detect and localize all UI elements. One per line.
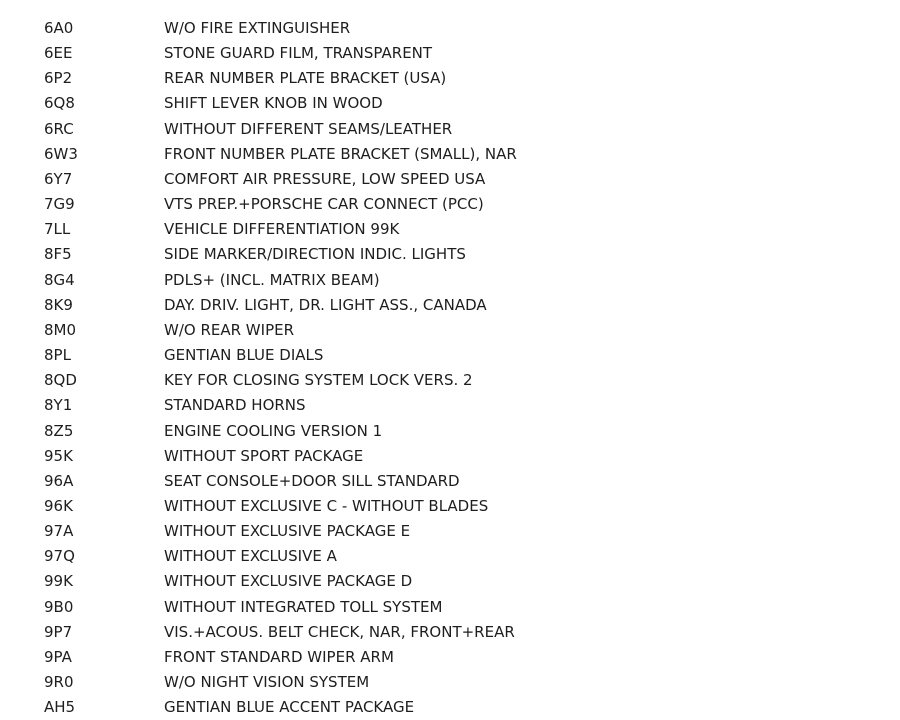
list-item [0, 670, 900, 695]
option-code: 97Q [44, 547, 75, 566]
option-description: SHIFT LEVER KNOB IN WOOD [164, 94, 383, 113]
option-code: 9P7 [44, 622, 73, 641]
option-description: STONE GUARD FILM, TRANSPARENT [164, 44, 433, 63]
option-description: PDLS+ (INCL. MATRIX BEAM) [164, 270, 380, 289]
list-item [0, 645, 900, 670]
list-item [0, 318, 900, 343]
list-item [0, 142, 900, 167]
option-code: 8QD [44, 371, 77, 390]
option-description: WITHOUT EXCLUSIVE PACKAGE E [164, 522, 411, 541]
list-item [0, 117, 900, 142]
option-description: GENTIAN BLUE DIALS [164, 346, 324, 365]
list-item [0, 469, 900, 494]
list-item [0, 41, 900, 66]
option-description: SIDE MARKER/DIRECTION INDIC. LIGHTS [164, 245, 466, 264]
list-item [0, 192, 900, 217]
option-code: 6Y7 [44, 169, 73, 188]
option-code: 96A [44, 471, 74, 490]
list-item [0, 217, 900, 242]
option-code: 8M0 [44, 320, 77, 339]
option-description: REAR NUMBER PLATE BRACKET (USA) [164, 69, 447, 88]
list-item [0, 368, 900, 393]
option-description: WITHOUT DIFFERENT SEAMS/LEATHER [164, 119, 453, 138]
list-item [0, 268, 900, 293]
option-code: 8K9 [44, 295, 73, 314]
option-description: VTS PREP.+PORSCHE CAR CONNECT (PCC) [164, 195, 484, 214]
list-item [0, 544, 900, 569]
list-item [0, 419, 900, 444]
option-code: 6W3 [44, 144, 78, 163]
list-item [0, 293, 900, 318]
option-description: W/O NIGHT VISION SYSTEM [164, 673, 370, 692]
list-item [0, 16, 900, 41]
option-code: 8Z5 [44, 421, 74, 440]
list-item [0, 167, 900, 192]
option-description: COMFORT AIR PRESSURE, LOW SPEED USA [164, 169, 486, 188]
option-description: WITHOUT INTEGRATED TOLL SYSTEM [164, 597, 443, 616]
option-code-list [0, 16, 900, 720]
option-description: WITHOUT EXCLUSIVE A [164, 547, 337, 566]
list-item [0, 595, 900, 620]
list-item [0, 66, 900, 91]
option-description: ENGINE COOLING VERSION 1 [164, 421, 383, 440]
option-description: WITHOUT EXCLUSIVE C - WITHOUT BLADES [164, 496, 489, 515]
option-code: 8F5 [44, 245, 72, 264]
option-code: 9B0 [44, 597, 74, 616]
option-code: 6P2 [44, 69, 73, 88]
list-item [0, 620, 900, 645]
option-code: 7G9 [44, 195, 75, 214]
list-item [0, 494, 900, 519]
option-code: 97A [44, 522, 74, 541]
option-description: WITHOUT SPORT PACKAGE [164, 446, 364, 465]
option-code: 6Q8 [44, 94, 75, 113]
option-code: 6A0 [44, 19, 74, 37]
option-description: SEAT CONSOLE+DOOR SILL STANDARD [164, 471, 460, 490]
option-description: GENTIAN BLUE ACCENT PACKAGE [164, 698, 415, 717]
list-item [0, 242, 900, 267]
option-code: 95K [44, 446, 73, 465]
list-item [0, 393, 900, 418]
option-description: KEY FOR CLOSING SYSTEM LOCK VERS. 2 [164, 371, 473, 390]
list-item [0, 91, 900, 116]
option-description: DAY. DRIV. LIGHT, DR. LIGHT ASS., CANADA [164, 295, 487, 314]
option-code: 8G4 [44, 270, 75, 289]
option-description: STANDARD HORNS [164, 396, 306, 415]
option-code: 9PA [44, 647, 72, 666]
option-code: 8PL [44, 346, 71, 365]
option-code: 99K [44, 572, 73, 591]
option-description: VIS.+ACOUS. BELT CHECK, NAR, FRONT+REAR [164, 622, 515, 641]
option-code: 6RC [44, 119, 74, 138]
list-item [0, 695, 900, 720]
list-item [0, 343, 900, 368]
option-code: 8Y1 [44, 396, 73, 415]
option-code: 9R0 [44, 673, 74, 692]
option-code: AH5 [44, 698, 76, 717]
list-item [0, 519, 900, 544]
option-description: FRONT STANDARD WIPER ARM [164, 647, 394, 666]
option-description: WITHOUT EXCLUSIVE PACKAGE D [164, 572, 413, 591]
option-description: FRONT NUMBER PLATE BRACKET (SMALL), NAR [164, 144, 517, 163]
option-code: 7LL [44, 220, 71, 239]
list-item [0, 444, 900, 469]
list-item [0, 569, 900, 594]
option-description: W/O REAR WIPER [164, 320, 295, 339]
option-description: VEHICLE DIFFERENTIATION 99K [164, 220, 400, 239]
option-code: 96K [44, 496, 73, 515]
option-code: 6EE [44, 44, 73, 63]
option-description: W/O FIRE EXTINGUISHER [164, 19, 351, 37]
